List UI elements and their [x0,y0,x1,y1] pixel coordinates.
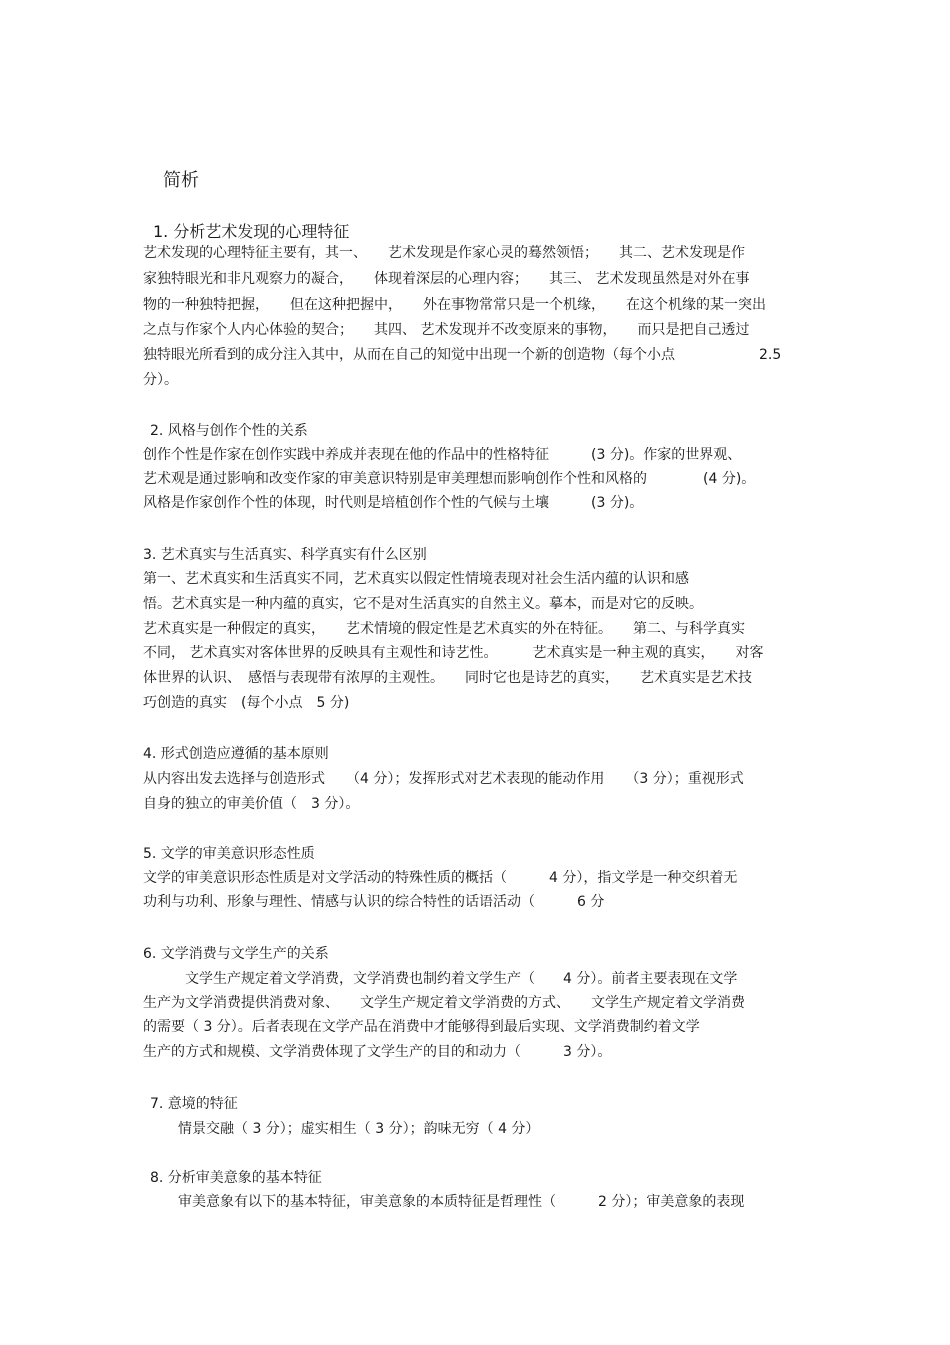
section-1-line-2: 家独特眼光和非凡观察力的凝合， 体现着深层的心理内容； 其三、 艺术发现虽然是对外在事 [143,271,750,287]
section-3-line-6: 巧创造的真实 (每个小点 5 分) [143,695,350,711]
section-7-heading: 7. 意境的特征 [150,1096,238,1112]
section-6-line-2: 生产为文学消费提供消费对象、 文学生产规定着文学消费的方式、 文学生产规定着文学消费 [143,995,745,1011]
section-3-line-1: 第一、艺术真实和生活真实不同，艺术真实以假定性情境表现对社会生活内蕴的认识和感 [143,571,689,587]
section-6-heading: 6. 文学消费与文学生产的关系 [143,946,329,962]
section-8-line-1: 审美意象有以下的基本特征，审美意象的本质特征是哲理性（ 2 分）；审美意象的表现 [150,1194,745,1210]
section-5-line-1: 文学的审美意识形态性质是对文学活动的特殊性质的概括（ 4 分），指文学是一种交织着无 [143,870,738,886]
section-1-line-3: 物的一种独特把握， 但在这种把握中， 外在事物常常只是一个机缘， 在这个机缘的某一突出 [143,297,766,313]
section-4-heading: 4. 形式创造应遵循的基本原则 [143,746,329,762]
section-3-line-3: 艺术真实是一种假定的真实， 艺术情境的假定性是艺术真实的外在特征。 第二、与科学真实 [143,621,745,637]
section-2-heading: 2. 风格与创作个性的关系 [150,423,308,439]
section-2-line-1: 创作个性是作家在创作实践中养成并表现在他的作品中的性格特征 (3 分)。作家的世界观、 [143,447,742,463]
section-6-line-1: 文学生产规定着文学消费，文学消费也制约着文学生产（ 4 分）。前者主要表现在文学 [143,971,738,987]
section-1-line-6: 分）。 [143,372,178,388]
section-3-line-2: 悟。艺术真实是一种内蕴的真实，它不是对生活真实的自然主义。摹本，而是对它的反映。 [143,596,703,612]
section-5-heading: 5. 文学的审美意识形态性质 [143,846,315,862]
section-6-line-4: 生产的方式和规模、文学消费体现了文学生产的目的和动力（ 3 分）。 [143,1044,612,1060]
section-3-heading: 3. 艺术真实与生活真实、科学真实有什么区别 [143,547,427,563]
section-4-line-2: 自身的独立的审美价值（ 3 分）。 [143,796,360,812]
page-title: 简析 [163,170,199,191]
section-2-line-3: 风格是作家创作个性的体现，时代则是培植创作个性的气候与土壤 (3 分)。 [143,495,644,511]
section-2-line-2: 艺术观是通过影响和改变作家的审美意识特别是审美理想而影响创作个性和风格的 (4 分)。 [143,471,756,487]
section-5-line-2: 功利与功利、形象与理性、情感与认识的综合特性的话语活动（ 6 分 [143,894,605,910]
section-1-line-5: 独特眼光所看到的成分注入其中，从而在自己的知觉中出现一个新的创造物（每个小点 2.5 [143,347,782,363]
section-3-line-5: 体世界的认识、 感悟与表现带有浓厚的主观性。 同时它也是诗艺的真实， 艺术真实是艺术技 [143,670,752,686]
section-4-line-1: 从内容出发去选择与创造形式 （4 分）；发挥形式对艺术表现的能动作用 （3 分）；重视形式 [143,771,744,787]
section-1-heading: 1. 分析艺术发现的心理特征 [153,222,350,241]
section-6-line-3: 的需要（ 3 分）。后者表现在文学产品在消费中才能够得到最后实现、文学消费制约着文学 [143,1019,700,1035]
section-8-heading: 8. 分析审美意象的基本特征 [150,1170,322,1186]
section-1-line-1: 艺术发现的心理特征主要有，其一、 艺术发现是作家心灵的蓦然领悟； 其二、艺术发现是作 [143,245,745,261]
section-3-line-4: 不同， 艺术真实对客体世界的反映具有主观性和诗艺性。 艺术真实是一种主观的真实， 对客 [143,645,764,661]
section-7-line-1: 情景交融（ 3 分）；虚实相生（ 3 分）；韵味无穷（ 4 分） [150,1121,540,1137]
section-1-line-4: 之点与作家个人内心体验的契合； 其四、 艺术发现并不改变原来的事物， 而只是把自己透过 [143,322,750,338]
